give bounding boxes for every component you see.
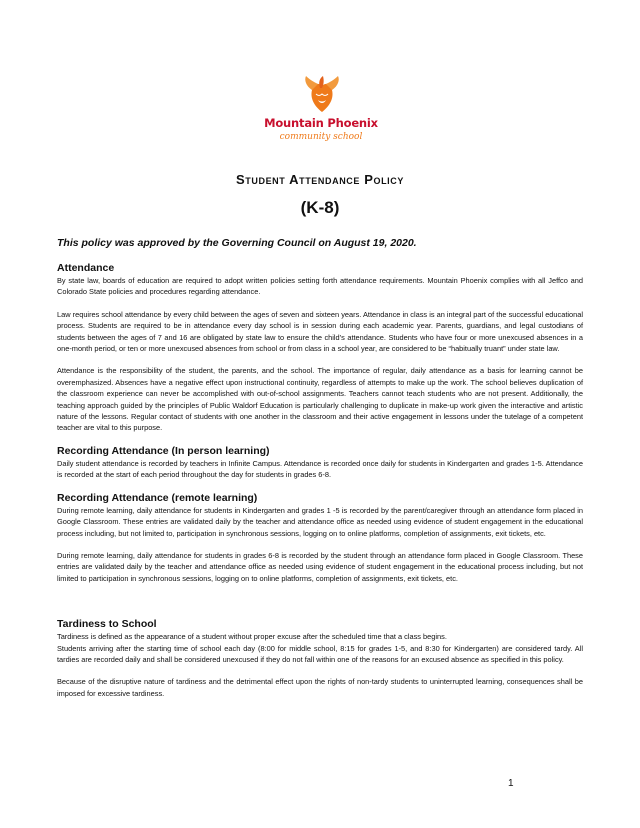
paragraph: Students arriving after the starting time of school each day (8:00 for middle school, 8:15 for grades 1-5, and 8:30 for Kindergarten) are considered tardy. All tardies are recorded daily and shall be considered unexcused if they do not fall within one of the reasons for an excused absence as specified in this policy. bbox=[57, 643, 583, 664]
section-heading-attendance: Attendance bbox=[57, 262, 115, 274]
paragraph: By state law, boards of education are required to adopt written policies setting forth attendance requirements. Mountain Phoenix complies with all Jeffco and Colorado State policies and procedures regarding attendance. bbox=[57, 276, 583, 297]
paragraph: During remote learning, daily attendance for students in Kindergarten and grades 1 -5 is recorded by the parent/caregiver through an attendance form placed in Google Classroom. These entries are validated daily by the teacher and attendance office as needed using evidence of student engagement in the educational process including, but not limited to, participation in synchronous sessions, logging on to online platforms, completion of assignments, exit tickets, etc. bbox=[57, 505, 583, 538]
document-body bbox=[57, 236, 583, 699]
section-heading-in-person: Recording Attendance (In person learning) bbox=[57, 444, 270, 457]
paragraph: Law requires school attendance by every child between the ages of seven and sixteen years. Attendance in class is an integral part of the successful educational process. Students are required to be in attendance every day school is in session during each academic year. Parents, guardians, and legal custodians of students between the ages of 7 and 16 are obligated by state law to ensure the child’s attendance. Students who have four or more unexcused absences in a one-month period, or ten or more unexcused absences from school or from class in a school year, are considered to be “habitually truant” under state law. bbox=[57, 309, 583, 354]
school-logo bbox=[260, 74, 382, 150]
document-title: Student Attendance Policy bbox=[236, 172, 404, 187]
phoenix-icon bbox=[304, 74, 340, 114]
paragraph: During remote learning, daily attendance for students in grades 6-8 is recorded by the student through an attendance form placed in Google Classroom. These entries are validated daily by the teacher and attendance office as needed using evidence of student engagement in the educational process including, but not limited to participation in synchronous sessions, logging on to online platforms, completion of assignments, exit tickets, etc. bbox=[57, 550, 583, 583]
page-number: 1 bbox=[508, 778, 514, 789]
paragraph: Daily student attendance is recorded by teachers in Infinite Campus. Attendance is recorded once daily for students in Kindergarten and grades 1-5. Attendance is recorded at the start of each period throughout the day for students in grades 6-8. bbox=[57, 458, 583, 480]
logo-tagline: community school bbox=[279, 132, 363, 142]
section-heading-tardiness: Tardiness to School bbox=[57, 618, 157, 631]
logo-brand-text: Mountain Phoenix bbox=[264, 116, 378, 130]
paragraph: Tardiness is defined as the appearance of a student without proper excuse after the scheduled time that a class begins. bbox=[57, 632, 447, 642]
document-subtitle: (K-8) bbox=[300, 198, 340, 217]
section-heading-remote: Recording Attendance (remote learning) bbox=[57, 491, 258, 504]
approval-statement: This policy was approved by the Governing Council on August 19, 2020. bbox=[57, 237, 417, 249]
paragraph: Attendance is the responsibility of the student, the parents, and the school. The importance of regular, daily attendance as a basis for learning cannot be overemphasized. Absences have a negative effect upon instructional continuity, regardless of attempts to make up the work. The school believes duplication of the classroom experience can never be accomplished with out-of-school assignments. Teachers cannot teach students who are not present. Additionally, the teaching approach guided by the principles of Public Waldorf Education is particularly challenging to duplicate in make-up work given the interactive and artistic nature of the lessons. Regular contact of students with one another in the classroom and their active engagement in lessons under the tutelage of a competent teacher are vital to this purpose. bbox=[57, 366, 583, 433]
paragraph: Because of the disruptive nature of tardiness and the detrimental effect upon the rights of non-tardy students to uninterrupted learning, consequences shall be imposed for excessive tardiness. bbox=[57, 677, 583, 698]
